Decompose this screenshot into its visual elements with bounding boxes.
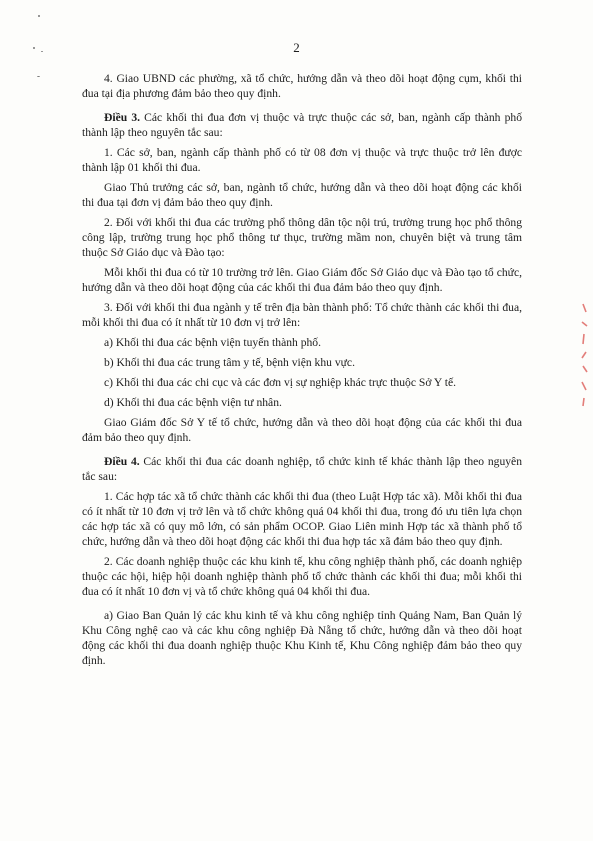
list-item: b) Khối thi đua các trung tâm y tế, bệnh viện khu vực. bbox=[104, 356, 355, 369]
article-label: Điều 4. bbox=[104, 455, 140, 468]
list-item: a) Giao Ban Quản lý các khu kinh tế và khu công nghiệp tỉnh Quảng Nam, Ban Quản lý Khu Công nghệ cao và các khu công nghiệp Đà Nẵng tổ chức, hướng dẫn và theo dõi hoạt động các khối thi đua doanh nghiệp thuộc Khu Kinh tế, Khu Công nghiệp đảm bảo theo quy định. bbox=[82, 609, 522, 667]
article-3-heading: Điều 3. Các khối thi đua đơn vị thuộc và trực thuộc các sở, ban, ngành cấp thành phố thành lập theo nguyên tắc sau: bbox=[82, 111, 522, 139]
red-seal-fragment bbox=[579, 300, 591, 410]
paragraph: 3. Đối với khối thi đua ngành y tế trên địa bàn thành phố: Tổ chức thành các khối thi đua, mỗi khối thi đua có ít nhất từ 10 đơn vị trở lên: bbox=[82, 301, 522, 329]
article-label: Điều 3. bbox=[104, 111, 141, 124]
list-item: d) Khối thi đua các bệnh viện tư nhân. bbox=[104, 396, 282, 409]
paragraph: Giao Thủ trưởng các sở, ban, ngành tổ chức, hướng dẫn và theo dõi hoạt động các khối thi đua tại đơn vị đảm bảo theo quy định. bbox=[82, 181, 522, 209]
paragraph: 1. Các sở, ban, ngành cấp thành phố có từ 08 đơn vị thuộc và trực thuộc trở lên được thành lập 01 khối thi đua. bbox=[82, 146, 522, 174]
list-item: a) Khối thi đua các bệnh viện tuyến thành phố. bbox=[104, 336, 321, 349]
paragraph: 2. Đối với khối thi đua các trường phổ thông dân tộc nội trú, trường trung học phổ thông công lập, trường trung học phổ thông tư thục, trường mầm non, chuyên biệt và trung tâm thuộc Sở Giáo dục và Đào tạo: bbox=[82, 216, 522, 259]
paragraph: 4. Giao UBND các phường, xã tổ chức, hướng dẫn và theo dõi hoạt động cụm, khối thi đua tại địa phương đảm bảo theo quy định. bbox=[82, 72, 522, 100]
paragraph: Mỗi khối thi đua có từ 10 trường trở lên. Giao Giám đốc Sở Giáo dục và Đào tạo tổ chức, hướng dẫn và theo dõi hoạt động của các khối thi đua đảm bảo theo quy định. bbox=[82, 266, 522, 294]
article-4-heading: Điều 4. Các khối thi đua các doanh nghiệp, tổ chức kinh tế khác thành lập theo nguyên tắc sau: bbox=[82, 455, 523, 483]
paragraph: 1. Các hợp tác xã tổ chức thành các khối thi đua (theo Luật Hợp tác xã). Mỗi khối thi đua có ít nhất từ 10 đơn vị trở lên và tổ chức không quá 04 khối thi đua, trong đó ưu tiên lựa chọn các hợp tác xã có quy mô lớn, có sản phẩm OCOP. Giao Liên minh Hợp tác xã thành phố tổ chức, hướng dẫn và theo dõi hoạt động các khối thi đua hợp tác xã đảm bảo theo quy định. bbox=[82, 490, 522, 548]
paragraph: Giao Giám đốc Sở Y tế tổ chức, hướng dẫn và theo dõi hoạt động của các khối thi đua đảm bảo theo quy định. bbox=[82, 416, 522, 444]
scan-speck bbox=[38, 15, 40, 17]
document-body bbox=[82, 71, 522, 673]
list-item: c) Khối thi đua các chi cục và các đơn vị sự nghiệp khác trực thuộc Sở Y tế. bbox=[104, 376, 457, 389]
scan-speck bbox=[37, 76, 40, 77]
paragraph: 2. Các doanh nghiệp thuộc các khu kinh tế, khu công nghiệp thành phố, các doanh nghiệp thuộc các hội, hiệp hội doanh nghiệp thành phố tổ chức thành các khối thi đua; mỗi khối thi đua có ít nhất 10 đơn vị và tổ chức không quá 04 khối thi đua. bbox=[82, 555, 522, 598]
page-number: 2 bbox=[293, 40, 300, 55]
